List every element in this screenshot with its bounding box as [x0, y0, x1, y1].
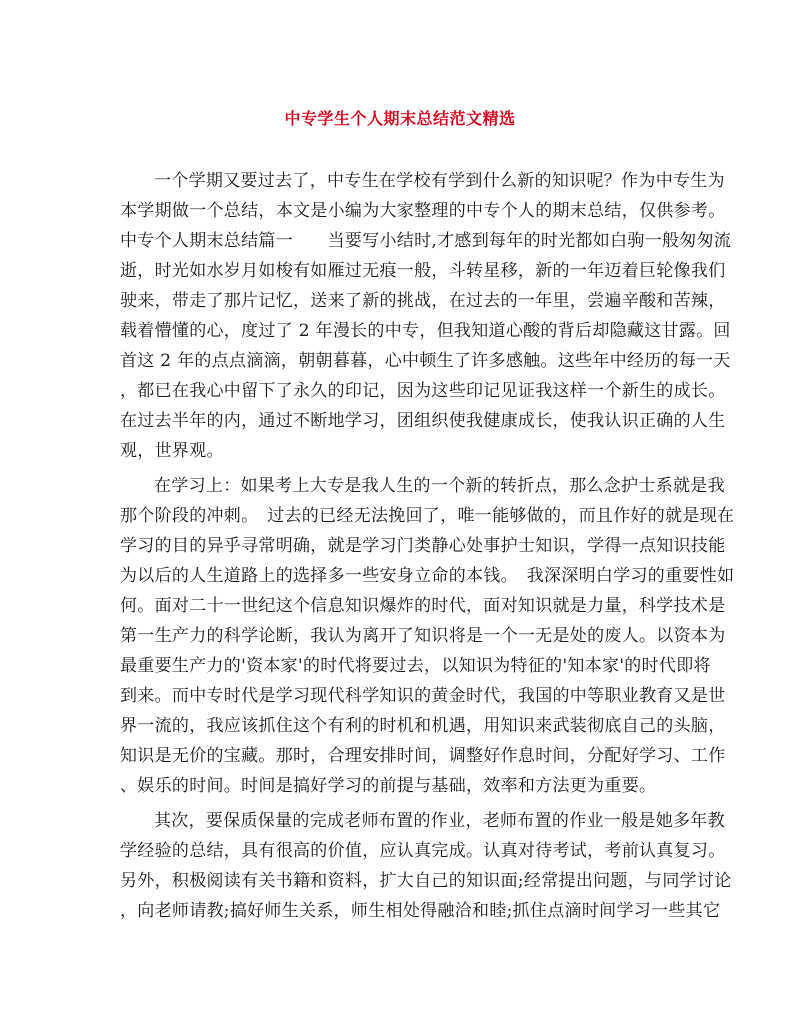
text-line: 中专个人期末总结篇一 当要写小结时,才感到每年的时光都如白驹一般匆匆流 [120, 231, 732, 251]
text-line: 逝，时光如水岁月如梭有如雁过无痕一般，斗转星移，新的一年迈着巨轮像我们 [120, 261, 726, 281]
paragraph-3 [120, 806, 732, 926]
text-line: 本学期做一个总结，本文是小编为大家整理的中专个人的期末总结，仅供参考。 [120, 201, 726, 221]
paragraph-2 [120, 471, 735, 801]
text-line: 界一流的，我应该抓住这个有利的时机和机遇，用知识来武装彻底自己的头脑， [120, 716, 726, 736]
text-line: 那个阶段的冲刺。 过去的已经无法挽回了，唯一能够做的，而且作好的就是现在 [120, 506, 735, 526]
text-line: 为以后的人生道路上的选择多一些安身立命的本钱。 我深深明白学习的重要性如 [120, 566, 735, 586]
text-line: 在学习上：如果考上大专是我人生的一个新的转折点，那么念护士系就是我 [154, 476, 725, 496]
text-line: 何。面对二十一世纪这个信息知识爆炸的时代，面对知识就是力量，科学技术是 [120, 596, 726, 616]
text-line: 驶来，带走了那片记忆，送来了新的挑战，在过去的一年里，尝遍辛酸和苦辣， [120, 291, 726, 311]
text-line: 一个学期又要过去了，中专生在学校有学到什么新的知识呢？作为中专生为 [154, 171, 725, 191]
text-line: 其次，要保质保量的完成老师布置的作业，老师布置的作业一般是她多年教 [154, 811, 725, 831]
text-line: 另外，积极阅读有关书籍和资料，扩大自己的知识面;经常提出问题，与同学讨论 [120, 871, 732, 891]
text-line: 学习的目的异乎寻常明确，就是学习门类静心处事护士知识，学得一点知识技能 [120, 536, 726, 556]
paragraph-1 [120, 166, 732, 466]
text-line: 学经验的总结，具有很高的价值，应认真完成。认真对待考试，考前认真复习。 [120, 841, 726, 861]
text-line: 知识是无价的宝藏。那时，合理安排时间，调整好作息时间，分配好学习、工作 [120, 746, 726, 766]
text-line: 到来。而中专时代是学习现代科学知识的黄金时代，我国的中等职业教育又是世 [120, 686, 726, 706]
text-line: 观，世界观。 [120, 441, 224, 461]
text-line: 载着懵懂的心，度过了 2 年漫长的中专，但我知道心酸的背后却隐藏这甘露。回 [120, 321, 731, 341]
text-line: ，向老师请教;搞好师生关系，师生相处得融洽和睦;抓住点滴时间学习一些其它 [120, 901, 721, 921]
text-line: 最重要生产力的'资本家'的时代将要过去，以知识为特征的'知本家'的时代即将 [120, 656, 711, 676]
text-line: ，都已在我心中留下了永久的印记，因为这些印记见证我这样一个新生的成长。 [120, 381, 726, 401]
document-body [120, 166, 735, 926]
document-title: 中专学生个人期末总结范文精选 [284, 109, 516, 128]
text-line: 、娱乐的时间。时间是搞好学习的前提与基础，效率和方法更为重要。 [120, 776, 657, 796]
text-line: 在过去半年的内，通过不断地学习，团组织使我健康成长，使我认识正确的人生 [120, 411, 726, 431]
text-line: 第一生产力的科学论断，我认为离开了知识将是一个一无是处的废人。以资本为 [120, 626, 726, 646]
text-line: 首这 2 年的点点滴滴，朝朝暮暮，心中顿生了许多感触。这些年中经历的每一天 [120, 351, 731, 371]
